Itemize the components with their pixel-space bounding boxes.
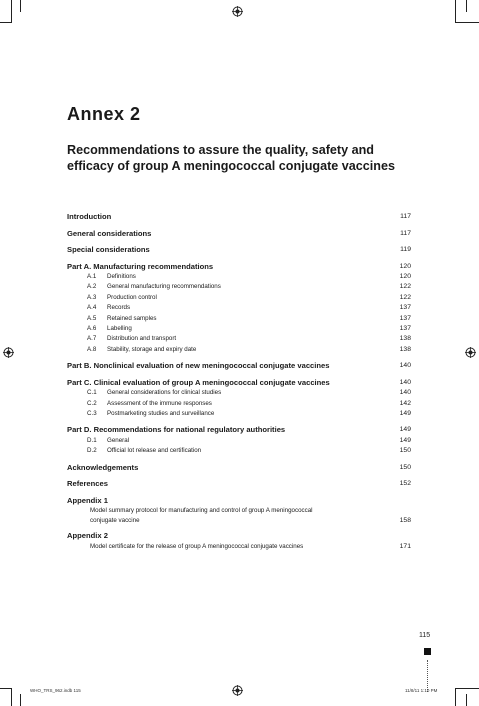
toc-entry [67,361,411,372]
crop-mark [455,22,479,23]
toc-entry [67,463,411,474]
document-title: Recommendations to assure the quality, safety and efficacy of group A meningococcal conjugate vaccines [67,143,395,173]
toc-entry [67,531,411,542]
toc-entry [67,378,411,389]
registration-mark-icon [232,6,243,17]
annex-heading: Annex 2 [67,104,141,124]
footer-timestamp: 11/8/11 1:10 PM [405,688,438,693]
toc-entry [67,303,411,313]
toc-entry [67,399,411,409]
toc-entry-page: 140 [399,389,411,397]
toc-entry-page: 140 [399,378,411,386]
toc-entry-label: Appendix 2 [67,531,108,541]
footer-slug: WHO_TRS_962.indb 115 [30,688,81,693]
crop-mark [20,0,21,12]
toc-entry-label: Special considerations [67,245,150,254]
toc-entry-label: Labelling [107,325,132,333]
crop-mark [20,694,21,706]
crop-mark [11,688,12,706]
toc-entry-label: Appendix 1 [67,495,108,505]
toc-entry-page: 117 [400,229,411,237]
crop-mark [466,694,467,706]
toc-entry-code: A.8 [87,345,97,353]
toc-entry [67,506,411,525]
toc-entry-label: Retained samples [107,314,157,322]
toc-entry-page: 119 [400,246,411,253]
toc-entry-label: General considerations for clinical studies [107,389,222,397]
toc-entry-page: 137 [399,314,411,322]
toc-entry [67,388,411,398]
toc-entry-page: 122 [399,283,411,291]
toc-entry-code: C.3 [87,410,97,418]
toc-entry-code: A.6 [87,325,97,333]
toc-entry-page: 171 [399,542,411,550]
toc-entry-page: 149 [399,436,411,444]
toc-entry [67,345,411,355]
toc-entry-page: 149 [399,410,411,418]
toc-entry-label: Part A. Manufacturing recommendations [67,261,214,271]
toc-entry-page: 138 [399,335,411,343]
crop-mark [0,688,12,689]
toc-entry-page: 150 [399,463,411,471]
toc-entry-page: 158 [399,516,411,524]
toc-entry-page: 138 [399,345,411,353]
crop-mark [0,22,12,23]
crop-mark [11,0,12,22]
toc-entry-label: General [107,436,130,444]
toc-entry-label: Part B. Nonclinical evaluation of new meningococcal conjugate vaccines [67,361,330,371]
toc-entry-page: 142 [399,399,411,407]
toc-entry-page: 117 [400,213,411,220]
toc-entry-label: Postmarketing studies and surveillance [107,410,215,418]
registration-mark-icon [465,347,476,358]
toc-entry-label: Model certificate for the release of group A meningococcal conjugate vaccines [90,542,304,550]
toc-entry-code: A.5 [87,314,97,322]
toc-entry-code: A.4 [87,304,97,312]
toc-entry-page: 150 [399,447,411,455]
page-number: 115 [419,632,431,639]
toc-entry [67,479,411,490]
toc-entry [67,425,411,436]
crop-mark [455,0,456,22]
registration-mark-icon [3,347,14,358]
toc-entry-code: A.1 [87,273,97,280]
toc-entry [67,212,411,223]
toc-entry-code: A.2 [87,283,97,291]
toc-entry [67,436,411,446]
toc-entry [67,496,411,507]
toc-entry-label: References [67,479,108,489]
toc-entry [67,245,411,256]
toc-entry-page: 137 [399,325,411,333]
toc-entry [67,282,411,292]
toc-entry [67,314,411,324]
toc-entry-label: Definitions [107,273,136,280]
toc-entry-label: General considerations [67,228,152,238]
toc-entry-label: Model summary protocol for manufacturing and control of group A meningococcal conjugate vaccine [90,507,313,524]
toc-entry [67,409,411,419]
toc-entry-label: Part D. Recommendations for national regulatory authorities [67,425,286,435]
toc-entry-code: A.3 [87,293,97,301]
toc-entry-code: C.2 [87,399,97,407]
toc-entry-label: Stability, storage and expiry date [107,345,197,353]
toc-entry-label: Assessment of the immune responses [107,399,212,407]
toc-entry-code: D.2 [87,447,97,455]
crop-mark [466,0,467,12]
toc-entry-label: General manufacturing recommendations [107,283,221,291]
toc-entry-page: 137 [399,304,411,312]
toc-entry-page: 122 [399,293,411,301]
toc-entry-code: A.7 [87,335,97,343]
toc-entry [67,324,411,334]
toc-entry-page: 152 [399,480,411,488]
table-of-contents [67,212,411,551]
toc-entry [67,542,411,552]
toc-entry-label: Part C. Clinical evaluation of group A meningococcal conjugate vaccines [67,377,330,387]
page-marker-square [424,648,431,655]
crop-mark [455,688,479,689]
toc-entry [67,262,411,273]
registration-mark-icon [232,685,243,696]
toc-entry-label: Production control [107,293,157,301]
toc-entry [67,334,411,344]
toc-entry [67,272,411,282]
toc-entry-label: Acknowledgements [67,462,139,472]
crop-mark [455,688,456,706]
toc-entry-page: 120 [399,273,411,280]
toc-entry-label: Distribution and transport [107,335,177,343]
toc-entry-code: C.1 [87,389,97,397]
toc-entry [67,229,411,240]
toc-entry-label: Records [107,304,131,312]
toc-entry-code: D.1 [87,436,97,444]
toc-entry-page: 140 [399,362,411,370]
toc-entry-page: 149 [399,426,411,434]
toc-entry-label: Official lot release and certification [107,447,202,455]
toc-entry-page: 120 [399,262,411,270]
toc-entry-label: Introduction [67,212,112,221]
toc-entry [67,446,411,456]
toc-entry [67,293,411,303]
